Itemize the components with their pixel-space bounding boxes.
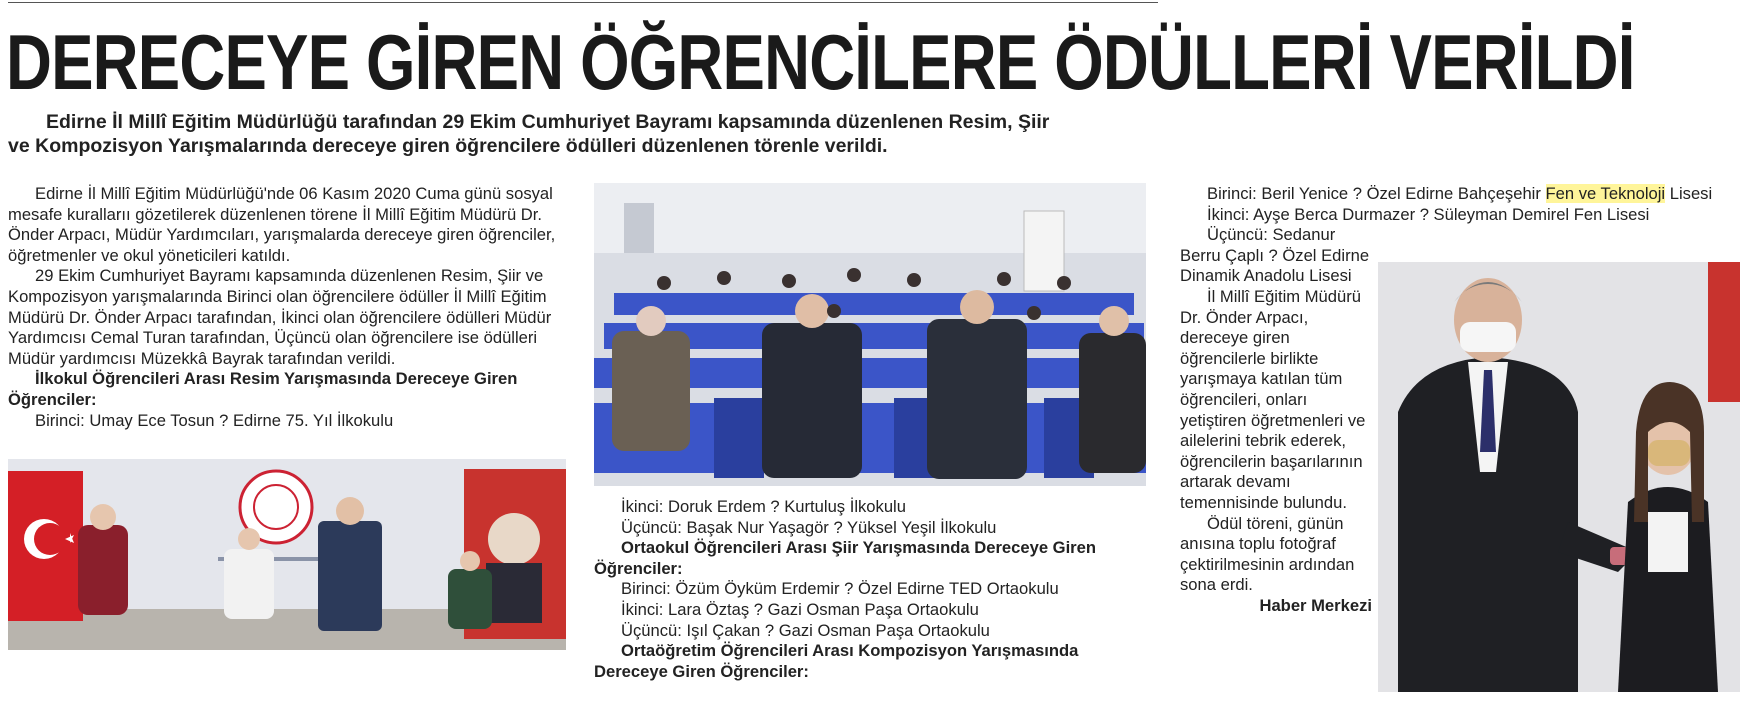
winner-text: Lisesi [1665,184,1713,203]
winner-line: İkinci: Lara Öztaş ? Gazi Osman Paşa Ortaokulu [621,599,979,619]
award-ceremony-photo [8,459,566,650]
subheading-primary-school: İlkokul Öğrencileri Arası Resim Yarışmasında Dereceye Giren Öğrenciler: [8,369,518,409]
article-column-2 [594,497,1154,682]
paragraph-intro: Edirne İl Millî Eğitim Müdürlüğü'nde 06 Kasım 2020 Cuma günü sosyal mesafe kurallarıı gözetilerek düzenlenen törene İl Millî Eğitim Müdürü Dr. Önder Arpacı, Müdür Yardımcıları, yarışmalarda dereceye giren öğrenciler, öğretmenler ve okul yöneticileri katıldı. [8,184,556,265]
winner-line: Üçüncü: Başak Nur Yaşagör ? Yüksel Yeşil İlkokulu [621,517,997,537]
top-rule [8,2,1158,3]
winner-line: Birinci: Özüm Öyküm Erdemir ? Özel Edirne TED Ortaokulu [621,579,1059,599]
winner-line: İkinci: Ayşe Berca Durmazer ? Süleyman Demirel Fen Lisesi [1207,204,1650,224]
winner-line: Üçüncü: Sedanur Berru Çaplı ? Özel Edirne Dinamik Anadolu Lisesi [1180,225,1370,286]
winner-line [1180,184,1740,205]
article-column-1 [8,184,568,431]
highlighted-text: Fen ve Teknoloji [1545,184,1666,203]
paragraph-awards: 29 Ekim Cumhuriyet Bayramı kapsamında düzenlenen Resim, Şiir ve Kompozisyon yarışmalarında Birinci olan öğrencilere ödüller İl Millî Eğitim Müdürü Dr. Önder Arpacı tarafından, İkinci olan öğrencilere ödülleri Müdür Yardımcısı Cemal Turan tarafından, Üçüncü olan öğrencilere ise ödülleri Müdür yardımcısı Müzekkâ Bayrak tarafından verildi. [8,266,552,368]
byline: Haber Merkezi [1259,595,1372,615]
lead-line-1: Edirne İl Millî Eğitim Müdürlüğü tarafından 29 Ekim Cumhuriyet Bayramı kapsamında düzenlenen Resim, Şiir [46,111,1050,133]
winner-line: Birinci: Umay Ece Tosun ? Edirne 75. Yıl İlkokulu [35,410,394,430]
subheading-high-school: Ortaöğretim Öğrencileri Arası Kompozisyon Yarışmasında Dereceye Giren Öğrenciler: [594,641,1079,681]
winner-line: Üçüncü: Işıl Çakan ? Gazi Osman Paşa Ortaokulu [621,620,990,640]
paragraph-closing: Ödül töreni, günün anısına toplu fotoğraf çektirilmesinin ardından sona erdi. [1180,513,1355,595]
winner-text: Birinci: Beril Yenice ? Özel Edirne Bahçeşehir [1207,184,1546,203]
lead-line-2: ve Kompozisyon Yarışmalarında dereceye giren öğrencilere ödülleri düzenlenen törenle verildi. [8,135,888,157]
paragraph-congratulations: İl Millî Eğitim Müdürü Dr. Önder Arpacı, dereceye giren öğrencilerle birlikte yarışmaya katılan tüm öğrencileri, onları yetiştiren öğretmenleri ve ailelerini tebrik ederek, öğrencilerin başarılarının artarak devamı temennisinde bulundu. [1180,286,1366,512]
headline: DERECEYE GİREN ÖĞRENCİLERE ÖDÜLLERİ VERİLDİ [6,18,1635,106]
winner-line: İkinci: Doruk Erdem ? Kurtuluş İlkokulu [621,497,906,516]
award-handover-photo [1378,262,1740,692]
lead-paragraph [8,110,1158,158]
subheading-middle-school: Ortaokul Öğrencileri Arası Şiir Yarışmasında Dereceye Giren Öğrenciler: [594,538,1096,578]
auditorium-photo [594,183,1146,486]
